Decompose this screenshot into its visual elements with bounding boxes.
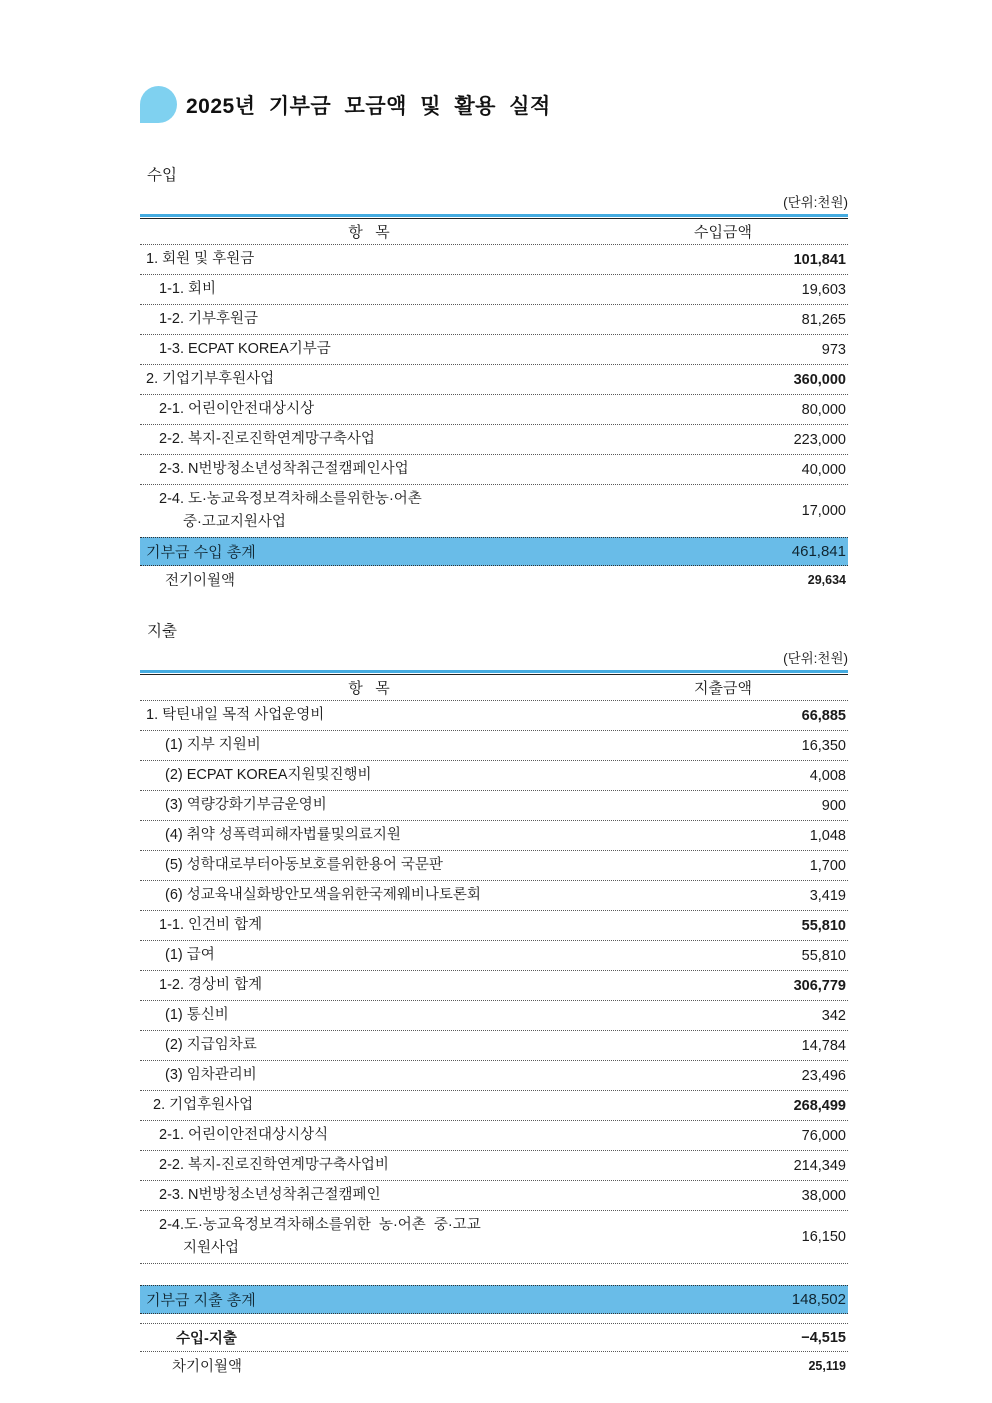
- row-label: 1. 회원 및 후원금: [146, 251, 255, 267]
- row-value: 38,000: [801, 1187, 846, 1204]
- income-section: [140, 163, 848, 593]
- row-value: 66,885: [801, 707, 846, 724]
- row-value: 342: [821, 1007, 846, 1024]
- row-label: 2-2. 복지-진로진학연계망구축사업비: [159, 1157, 389, 1173]
- row-label: (5) 성학대로부터아동보호를위한용어 국문판: [165, 857, 443, 873]
- row-label: 1-3. ECPAT KOREA기부금: [159, 341, 331, 357]
- table-row: [140, 334, 848, 364]
- row-label: 2-1. 어린이안전대상시상: [159, 401, 315, 417]
- row-label: 1. 탁틴내일 목적 사업운영비: [146, 707, 325, 723]
- row-value: 80,000: [801, 401, 846, 418]
- row-label: (2) 지급임차료: [165, 1037, 257, 1053]
- expense-section-label: 지출: [147, 623, 177, 640]
- table-row: [140, 850, 848, 880]
- row-label: 2. 기업기부후원사업: [146, 371, 275, 387]
- row-label: 1-2. 기부후원금: [159, 311, 259, 327]
- table-row: [140, 244, 848, 274]
- income-total-row: [140, 537, 848, 566]
- table-row: [140, 454, 848, 484]
- expense-table: [140, 670, 848, 1379]
- income-unit-note: (단위:천원): [783, 195, 848, 210]
- income-total-value: 461,841: [791, 543, 846, 560]
- table-row: [140, 1090, 848, 1120]
- expense-total-value: 148,502: [791, 1291, 846, 1308]
- row-value: 23,496: [801, 1067, 846, 1084]
- table-row: [140, 880, 848, 910]
- income-col-item: 항 목: [348, 224, 390, 241]
- table-row: [140, 1180, 848, 1210]
- expense-table-body: [140, 700, 848, 1263]
- net-income-expense-row: [140, 1323, 848, 1352]
- row-value: 223,000: [793, 431, 846, 448]
- row-value: 76,000: [801, 1127, 846, 1144]
- row-label: 2-3. N번방청소년성착취근절캠페인: [159, 1187, 381, 1203]
- row-value: 14,784: [801, 1037, 846, 1054]
- row-value: 4,008: [809, 767, 846, 784]
- row-value: 306,779: [793, 977, 846, 994]
- row-label: (1) 급여: [165, 947, 215, 963]
- speech-bubble-icon: [140, 86, 177, 123]
- table-row: [140, 820, 848, 850]
- row-label: 2-4. 도·농교육정보격차해소를위한농·어촌 중·고교지원사업: [159, 491, 422, 530]
- expense-table-header: [140, 674, 848, 700]
- row-label: 1-1. 회비: [159, 281, 217, 297]
- row-label: (1) 통신비: [165, 1007, 229, 1023]
- income-col-amount: 수입금액: [694, 224, 752, 241]
- income-table-header: [140, 218, 848, 244]
- income-carryover-row: [140, 566, 848, 593]
- row-label: 2-3. N번방청소년성착취근절캠페인사업: [159, 461, 409, 477]
- row-label: (1) 지부 지원비: [165, 737, 261, 753]
- row-label: 2-1. 어린이안전대상시상식: [159, 1127, 329, 1143]
- income-carryover-value: 29,634: [807, 572, 846, 587]
- net-value: −4,515: [801, 1329, 846, 1346]
- row-value: 268,499: [793, 1097, 846, 1114]
- row-value: 360,000: [793, 371, 846, 388]
- income-total-label: 기부금 수입 총계: [146, 544, 256, 561]
- table-row: [140, 790, 848, 820]
- table-row: [140, 970, 848, 1000]
- table-row: [140, 1000, 848, 1030]
- row-label: (3) 역량강화기부금운영비: [165, 797, 327, 813]
- expense-section: [140, 619, 848, 1379]
- table-row: [140, 760, 848, 790]
- row-value: 19,603: [801, 281, 846, 298]
- table-row: [140, 364, 848, 394]
- expense-unit-note: (단위:천원): [783, 651, 848, 666]
- table-row: [140, 910, 848, 940]
- page-title: 2025년 기부금 모금액 및 활용 실적: [186, 94, 551, 118]
- table-row: [140, 1150, 848, 1180]
- expense-total-label: 기부금 지출 총계: [146, 1292, 256, 1309]
- table-row: [140, 730, 848, 760]
- row-value: 973: [821, 341, 846, 358]
- income-section-label: 수입: [147, 167, 177, 184]
- row-value: 81,265: [801, 311, 846, 328]
- table-row: [140, 304, 848, 334]
- table-row: [140, 1120, 848, 1150]
- row-value: 55,810: [801, 947, 846, 964]
- expense-col-item: 항 목: [348, 680, 390, 697]
- row-value: 214,349: [793, 1157, 846, 1174]
- income-table-body: [140, 244, 848, 537]
- expense-carryover-label: 차기이월액: [172, 1359, 243, 1375]
- income-table: [140, 214, 848, 593]
- expense-carryover-value: 25,119: [808, 1358, 846, 1373]
- table-row: [140, 484, 848, 537]
- table-row: [140, 394, 848, 424]
- table-row: [140, 1210, 848, 1263]
- table-spacer-small: [140, 1314, 848, 1323]
- row-label: (3) 임차관리비: [165, 1067, 257, 1083]
- expense-total-row: [140, 1285, 848, 1314]
- row-label: 2-2. 복지-진로진학연계망구축사업: [159, 431, 375, 447]
- row-label: 1-2. 경상비 합계: [159, 977, 263, 993]
- row-label: (6) 성교육내실화방안모색을위한국제웨비나토론회: [165, 887, 481, 903]
- expense-col-amount: 지출금액: [694, 680, 752, 697]
- income-carryover-label: 전기이월액: [165, 573, 236, 589]
- table-row: [140, 700, 848, 730]
- table-row: [140, 274, 848, 304]
- row-label: (4) 취약 성폭력피해자법률및의료지원: [165, 827, 401, 843]
- document-header: [140, 86, 848, 123]
- row-value: 55,810: [801, 917, 846, 934]
- row-label: 2-4.도·농교육정보격차해소를위한 농·어촌 중·고교 지원사업: [159, 1217, 481, 1256]
- row-label: (2) ECPAT KOREA지원및진행비: [165, 767, 372, 783]
- row-value: 17,000: [801, 503, 846, 519]
- expense-carryover-row: [140, 1352, 848, 1379]
- row-label: 1-1. 인건비 합계: [159, 917, 263, 933]
- row-label: 2. 기업후원사업: [153, 1097, 254, 1113]
- row-value: 3,419: [809, 887, 846, 904]
- table-row: [140, 1060, 848, 1090]
- table-row: [140, 940, 848, 970]
- row-value: 1,700: [809, 857, 846, 874]
- row-value: 1,048: [809, 827, 846, 844]
- table-row: [140, 424, 848, 454]
- net-label: 수입-지출: [176, 1331, 237, 1347]
- row-value: 101,841: [793, 251, 846, 268]
- row-value: 40,000: [801, 461, 846, 478]
- row-value: 900: [821, 797, 846, 814]
- row-value: 16,150: [801, 1229, 846, 1245]
- table-spacer: [140, 1263, 848, 1285]
- row-value: 16,350: [801, 737, 846, 754]
- table-row: [140, 1030, 848, 1060]
